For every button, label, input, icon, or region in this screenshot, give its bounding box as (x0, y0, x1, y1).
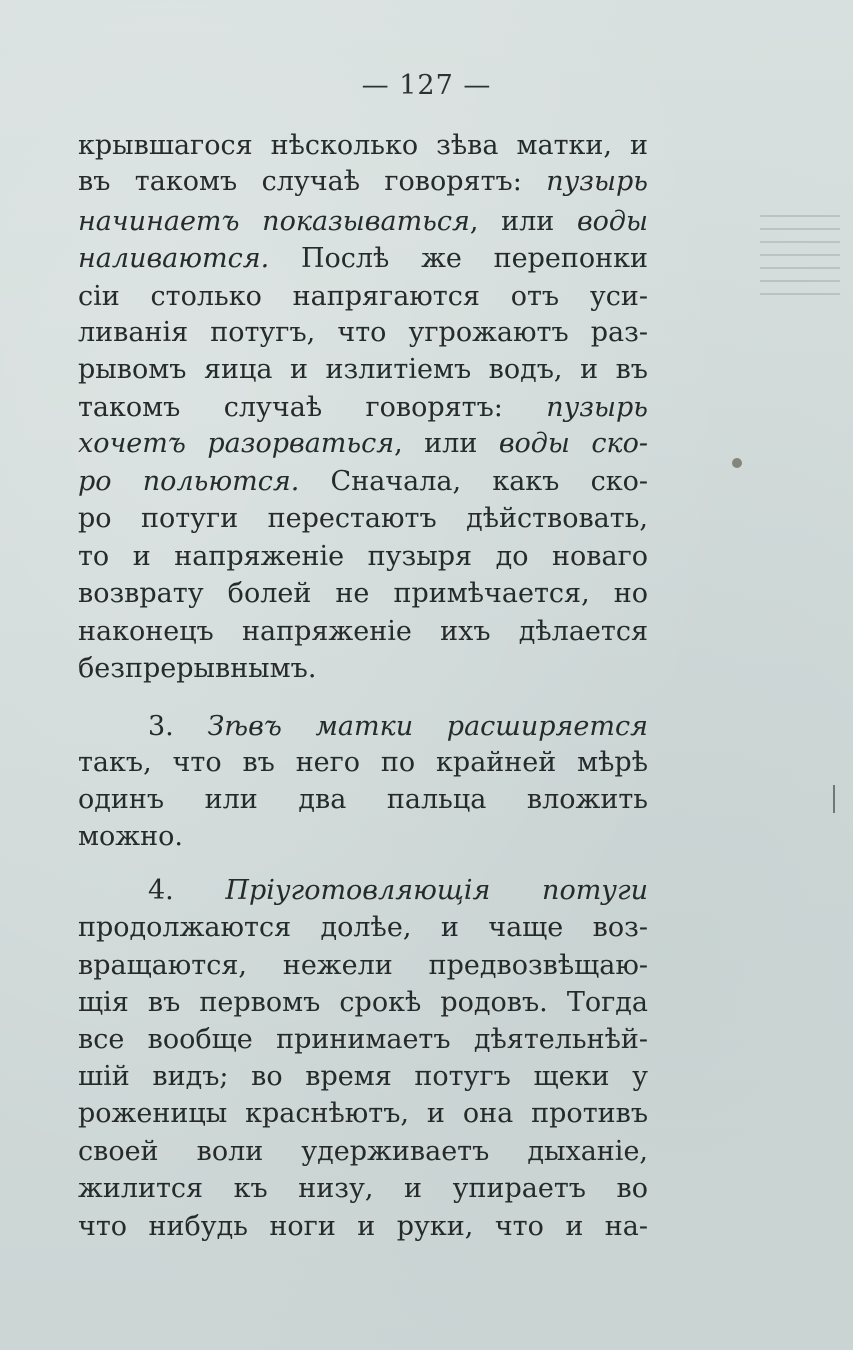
italic-phrase: воды (576, 206, 649, 237)
page-number: — 127 — (361, 70, 492, 101)
text-run: то и напряженіе пузыря до новаго (78, 541, 648, 572)
text-run: Сначала, какъ ско- (299, 466, 648, 497)
text-run: одинъ или два пальца вложить (78, 784, 648, 815)
text-line (78, 909, 648, 947)
text-run: щія въ первомъ срокѣ родовъ. Тогда (78, 987, 648, 1018)
text-run: наконецъ напряженіе ихъ дѣлается (78, 616, 648, 647)
text-line (78, 127, 648, 165)
text-line (78, 1133, 648, 1171)
text-run: 3. (148, 711, 208, 742)
text-line (78, 314, 648, 352)
text-run: можно. (78, 821, 183, 852)
text-line (78, 613, 648, 651)
text-line (148, 872, 648, 910)
text-run: сіи столько напрягаются отъ уси- (78, 281, 648, 312)
text-line (78, 163, 648, 201)
italic-phrase: наливаются. (78, 243, 270, 274)
text-line (78, 650, 648, 688)
text-run: ливанія потугъ, что угрожаютъ раз- (78, 317, 648, 348)
italic-phrase: хочетъ разорваться (78, 428, 395, 459)
text-run: такъ, что въ него по крайней мѣрѣ (78, 747, 648, 778)
margin-mark (833, 785, 835, 813)
text-line (78, 781, 648, 819)
text-line (78, 1058, 648, 1096)
text-line (78, 984, 648, 1022)
text-run: роженицы краснѣютъ, и она противъ (78, 1098, 648, 1129)
text-run: ро потуги перестаютъ дѣйствовать, (78, 503, 648, 534)
italic-phrase: ро польются. (78, 466, 300, 497)
text-line (78, 351, 648, 389)
text-line (78, 1208, 648, 1246)
text-run: вращаются, нежели предвозвѣщаю- (78, 950, 648, 981)
italic-phrase: воды ско- (498, 428, 648, 459)
text-run: крывшагося нѣсколько зѣва матки, и (78, 130, 648, 161)
text-line (78, 240, 648, 278)
text-line (78, 1021, 648, 1059)
text-line (78, 744, 648, 782)
text-line (78, 463, 648, 501)
text-run: возврату болей не примѣчается, но (78, 578, 648, 609)
ink-spot (732, 458, 742, 468)
text-run: 4. (148, 875, 226, 906)
text-line (78, 389, 648, 427)
text-run: своей воли удерживаетъ дыханіе, (78, 1136, 648, 1167)
text-line (78, 1170, 648, 1208)
text-run: рывомъ яица и излитіемъ водъ, и въ (78, 354, 648, 385)
text-line (148, 708, 648, 746)
show-through-text (760, 215, 840, 305)
text-run: шій видъ; во время потугъ щеки у (78, 1061, 648, 1092)
text-line (78, 278, 648, 316)
text-run: , или (394, 428, 499, 459)
text-run: безпрерывнымъ. (78, 653, 317, 684)
text-line (78, 818, 648, 856)
text-run: что нибудь ноги и руки, что и на- (78, 1211, 648, 1242)
text-run: въ такомъ случаѣ говорятъ: (78, 166, 547, 197)
text-line (78, 500, 648, 538)
text-run: продолжаются долѣе, и чаще воз- (78, 912, 648, 943)
italic-phrase: Пріуготовляющія потуги (225, 875, 648, 906)
italic-phrase: Зѣвъ матки расширяется (207, 711, 648, 742)
text-run: все вообще принимаетъ дѣятельнѣй- (78, 1024, 648, 1055)
text-line (78, 203, 648, 241)
text-line (78, 1095, 648, 1133)
italic-phrase: начинаетъ показываться (78, 206, 470, 237)
text-line (78, 538, 648, 576)
text-line (78, 947, 648, 985)
italic-phrase: пузырь (546, 392, 648, 423)
text-run: такомъ случаѣ говорятъ: (78, 392, 547, 423)
text-run: Послѣ же перепонки (269, 243, 648, 274)
text-line (78, 575, 648, 613)
text-run: , или (469, 206, 577, 237)
text-line (78, 425, 648, 463)
text-run: жилится къ низу, и упираетъ во (78, 1173, 648, 1204)
italic-phrase: пузырь (546, 166, 648, 197)
